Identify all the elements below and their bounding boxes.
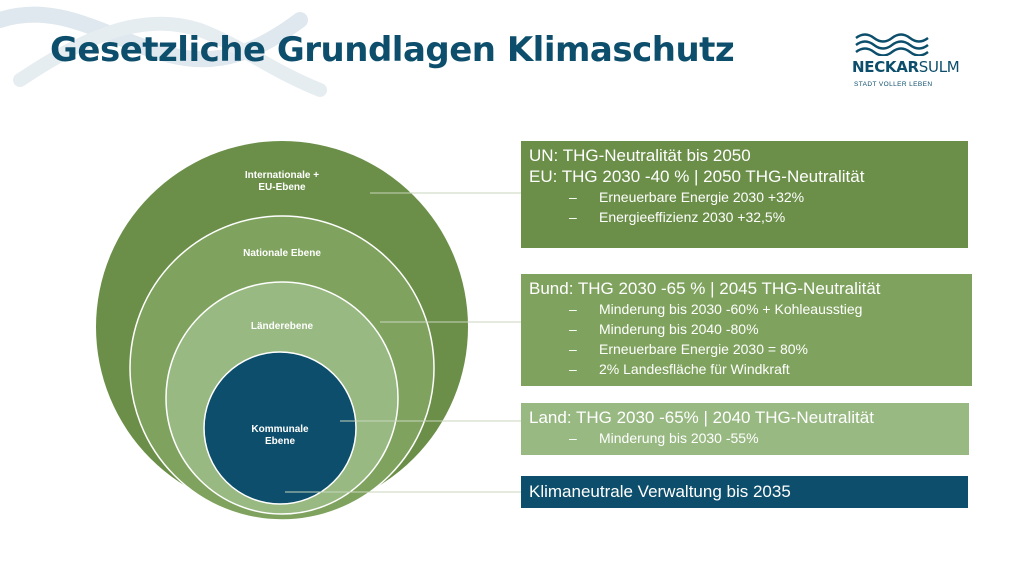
land-bullets xyxy=(529,428,961,448)
list-item xyxy=(569,339,964,359)
dash: – xyxy=(569,189,577,205)
page-title: Gesetzliche Grundlagen Klimaschutz xyxy=(50,30,735,70)
box-land xyxy=(521,403,969,455)
dash: – xyxy=(569,341,577,357)
eu-line: EU: THG 2030 -40 % | 2050 THG-Neutralität xyxy=(529,167,865,186)
list-item xyxy=(569,319,964,339)
bund-line: Bund: THG 2030 -65 % | 2045 THG-Neutralität xyxy=(529,279,881,298)
label-international xyxy=(245,170,319,194)
label-laender: Länderebene xyxy=(250,321,314,332)
bullet-text: Energieeffizienz 2030 +32,5% xyxy=(599,209,786,225)
label-kommunal xyxy=(251,424,308,448)
label-national: Nationale Ebene xyxy=(243,248,321,259)
bullet-text: Minderung bis 2030 -55% xyxy=(599,430,759,446)
list-item xyxy=(569,299,964,319)
kommunal-line: Klimaneutrale Verwaltung bis 2035 xyxy=(529,482,791,501)
logo-name-bold: NECKAR xyxy=(852,58,919,76)
label-international-line1: Internationale + xyxy=(244,170,320,181)
label-kommunal-line2: Ebene xyxy=(264,436,296,447)
bund-bullets xyxy=(529,299,964,379)
list-item xyxy=(569,187,960,207)
box-kommunal xyxy=(521,476,968,508)
logo-tagline: STADT VOLLER LEBEN xyxy=(854,81,933,88)
dash: – xyxy=(569,361,577,377)
dash: – xyxy=(569,209,577,225)
logo-name-regular: SULM xyxy=(918,58,960,76)
box-un-eu xyxy=(521,141,968,248)
list-item xyxy=(569,428,961,448)
bullet-text: Erneuerbare Energie 2030 +32% xyxy=(599,189,805,205)
bullet-text: Minderung bis 2040 -80% xyxy=(599,321,759,337)
bullet-text: Erneuerbare Energie 2030 = 80% xyxy=(599,341,808,357)
dash: – xyxy=(569,321,577,337)
dash: – xyxy=(569,301,577,317)
un-line: UN: THG-Neutralität bis 2050 xyxy=(529,146,751,165)
box-bund xyxy=(521,274,972,386)
bullet-text: Minderung bis 2030 -60% + Kohleausstieg xyxy=(599,301,863,317)
dash: – xyxy=(569,430,577,446)
bullet-text: 2% Landesfläche für Windkraft xyxy=(599,361,790,377)
label-international-line2: EU-Ebene xyxy=(258,182,306,193)
land-line: Land: THG 2030 -65% | 2040 THG-Neutralität xyxy=(529,408,874,427)
list-item xyxy=(569,359,964,379)
un-eu-bullets xyxy=(529,187,960,227)
list-item xyxy=(569,207,960,227)
label-kommunal-line1: Kommunale xyxy=(251,424,309,435)
